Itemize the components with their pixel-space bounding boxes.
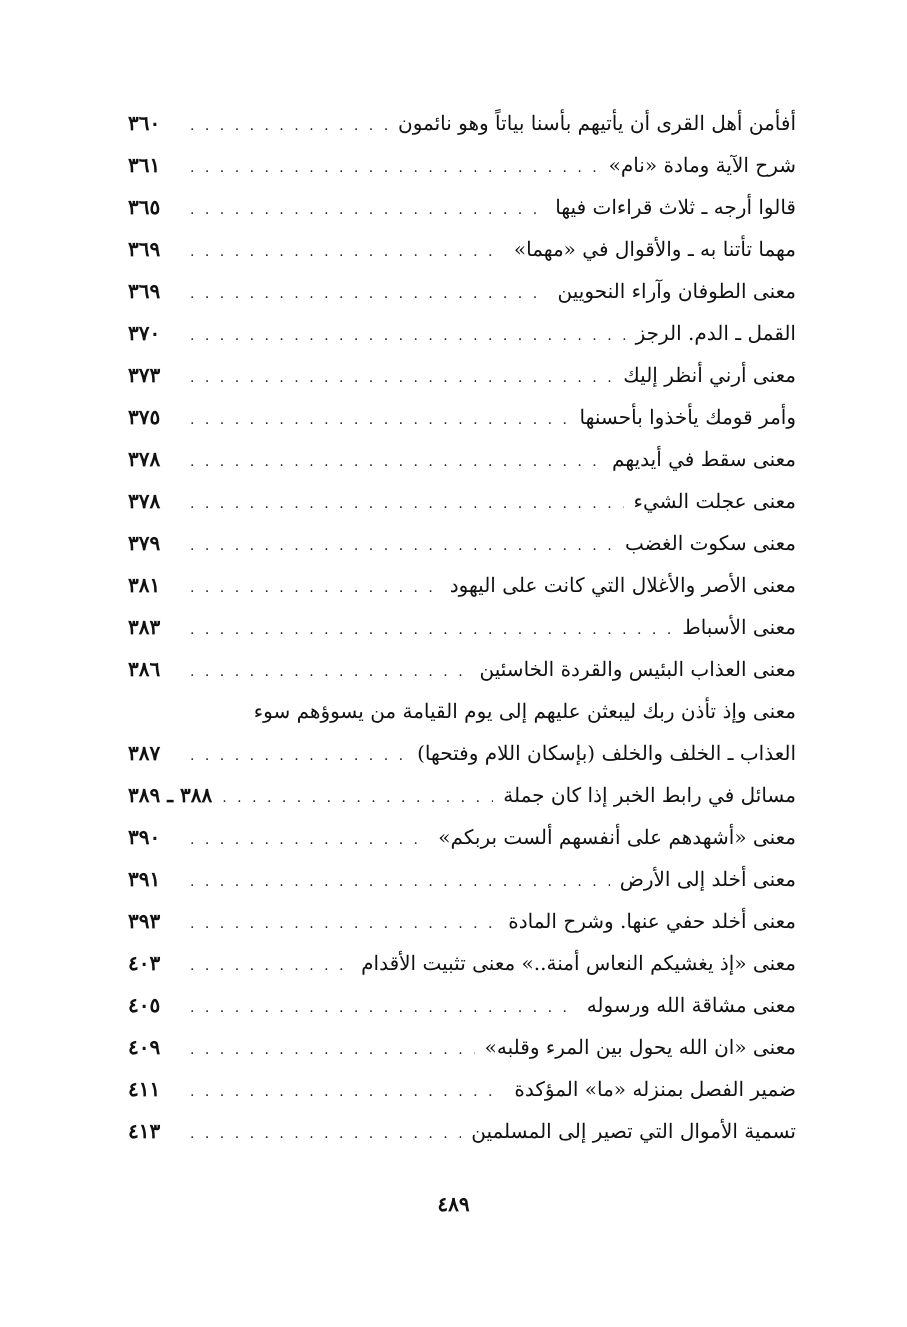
toc-entry-title: القمل ـ الدم. الرجز (635, 321, 796, 345)
toc-entry-title: أفأمن أهل القرى أن يأتيهم بأسنا بياتاً وهو نائمون (398, 111, 796, 135)
toc-entry (128, 102, 796, 144)
toc-entry-title: وأمر قومك يأخذوا بأحسنها (579, 405, 796, 429)
toc-entry-title: معنى أخلد إلى الأرض (619, 867, 796, 891)
toc-entry-page: ٣٦٩ (128, 279, 161, 303)
toc-entry (128, 438, 796, 480)
toc-entry (128, 984, 796, 1026)
toc-entry-title: ضمير الفصل بمنزله «ما» المؤكدة (514, 1077, 796, 1101)
dot-leader (190, 315, 626, 357)
dot-leader (190, 1029, 475, 1071)
toc-entry (128, 774, 796, 816)
dot-leader (190, 735, 407, 777)
toc-entry-title: معنى عجلت الشيء (633, 489, 796, 513)
toc-entry-title: تسمية الأموال التي تصير إلى المسلمين (471, 1119, 796, 1143)
toc-entry (128, 858, 796, 900)
toc-entry-title: قالوا أرجه ـ ثلاث قراءات فيها (555, 195, 796, 219)
toc-entry-page: ٣٩١ (128, 867, 161, 891)
dot-leader (222, 777, 493, 819)
toc-entry-page: ٣٨٦ (128, 657, 161, 681)
toc-entry (128, 1068, 796, 1110)
dot-leader (190, 819, 428, 861)
toc-entry (128, 354, 796, 396)
page-number: ٤٨٩ (437, 1192, 470, 1216)
toc-entry-title: مهما تأتنا به ـ والأقوال في «مهما» (513, 237, 796, 261)
toc-entry-page: ٣٨٣ (128, 615, 161, 639)
toc-entry-title: معنى أخلد حفي عنها. وشرح المادة (508, 909, 796, 933)
table-of-contents (128, 102, 796, 1152)
toc-entry-title: معنى «أشهدهم على أنفسهم ألست بربكم» (438, 825, 796, 849)
toc-entry-page: ٤١١ (128, 1077, 161, 1101)
toc-entry (128, 144, 796, 186)
toc-entry-page: ٣٧٣ (128, 363, 161, 387)
dot-leader (190, 273, 548, 315)
toc-entry (128, 564, 796, 606)
toc-entry-title: معنى وإذ تأذن ربك ليبعثن عليهم إلى يوم القيامة من يسوؤهم سوء (253, 699, 796, 723)
toc-entry (128, 186, 796, 228)
toc-entry-title: معنى أرني أنظر إليك (623, 363, 796, 387)
toc-entry-page: ٣٦١ (128, 153, 161, 177)
dot-leader (190, 945, 351, 987)
dot-leader (190, 357, 613, 399)
toc-entry-page: ٣٦٠ (128, 111, 161, 135)
dot-leader (190, 987, 577, 1029)
dot-leader (190, 525, 615, 567)
toc-entry (128, 606, 796, 648)
toc-entry-title: العذاب ـ الخلف والخلف (بإسكان اللام وفتحها) (417, 741, 796, 765)
dot-leader (190, 609, 672, 651)
dot-leader (190, 651, 470, 693)
toc-entry-title: معنى «ان الله يحول بين المرء وقلبه» (484, 1035, 796, 1059)
toc-entry-page: ٣٩٣ (128, 909, 161, 933)
toc-entry-page: ٣٧٩ (128, 531, 161, 555)
dot-leader (190, 441, 602, 483)
dot-leader (190, 189, 545, 231)
toc-entry-title: معنى العذاب البئيس والقردة الخاسئين (479, 657, 796, 681)
toc-entry-page: ٣٧٥ (128, 405, 161, 429)
toc-entry (128, 1110, 796, 1152)
toc-entry (128, 396, 796, 438)
toc-entry-page: ٣٨١ (128, 573, 161, 597)
toc-entry-title: معنى «إذ يغشيكم النعاس أمنة..» معنى تثبيت الأقدام (361, 951, 796, 975)
toc-entry (128, 816, 796, 858)
dot-leader (190, 567, 440, 609)
toc-entry-title: معنى الأسباط (682, 615, 796, 639)
toc-entry (128, 1026, 796, 1068)
toc-entry-title: شرح الآية ومادة «نام» (608, 153, 796, 177)
toc-entry-title: مسائل في رابط الخبر إذا كان جملة (503, 783, 796, 807)
toc-entry-page: ٣٨٧ (128, 741, 161, 765)
toc-entry-page: ٣٦٩ (128, 237, 161, 261)
toc-entry-title: معنى سقط في أيديهم (612, 447, 796, 471)
dot-leader (190, 1113, 461, 1155)
dot-leader (190, 105, 388, 147)
dot-leader (190, 861, 610, 903)
dot-leader (190, 147, 599, 189)
dot-leader (190, 1071, 504, 1113)
toc-entry (128, 900, 796, 942)
toc-entry (128, 228, 796, 270)
toc-entry-page: ٤٠٣ (128, 951, 161, 975)
toc-entry-page: ٤٠٥ (128, 993, 161, 1017)
toc-entry (128, 690, 796, 732)
toc-entry-title: معنى سكوت الغضب (624, 531, 796, 555)
toc-entry (128, 732, 796, 774)
dot-leader (190, 903, 498, 945)
toc-entry (128, 270, 796, 312)
toc-entry (128, 480, 796, 522)
dot-leader (190, 483, 624, 525)
toc-entry (128, 942, 796, 984)
toc-entry-page: ٣٧٨ (128, 489, 161, 513)
toc-entry-page: ٣٧٨ (128, 447, 161, 471)
toc-entry-page: ٤١٣ (128, 1119, 161, 1143)
dot-leader (190, 399, 570, 441)
toc-entry-page: ٣٩٠ (128, 825, 161, 849)
dot-leader (190, 231, 504, 273)
toc-entry-title: معنى مشاقة الله ورسوله (586, 993, 796, 1017)
toc-entry-page: ٣٦٥ (128, 195, 161, 219)
toc-entry-page: ٤٠٩ (128, 1035, 161, 1059)
toc-entry (128, 312, 796, 354)
toc-entry-title: معنى الأصر والأغلال التي كانت على اليهود (449, 573, 796, 597)
toc-entry-page: ٣٨٨ ـ ٣٨٩ (128, 783, 213, 807)
toc-entry (128, 648, 796, 690)
toc-entry-page: ٣٧٠ (128, 321, 161, 345)
toc-entry (128, 522, 796, 564)
toc-entry-title: معنى الطوفان وآراء النحويين (557, 279, 796, 303)
